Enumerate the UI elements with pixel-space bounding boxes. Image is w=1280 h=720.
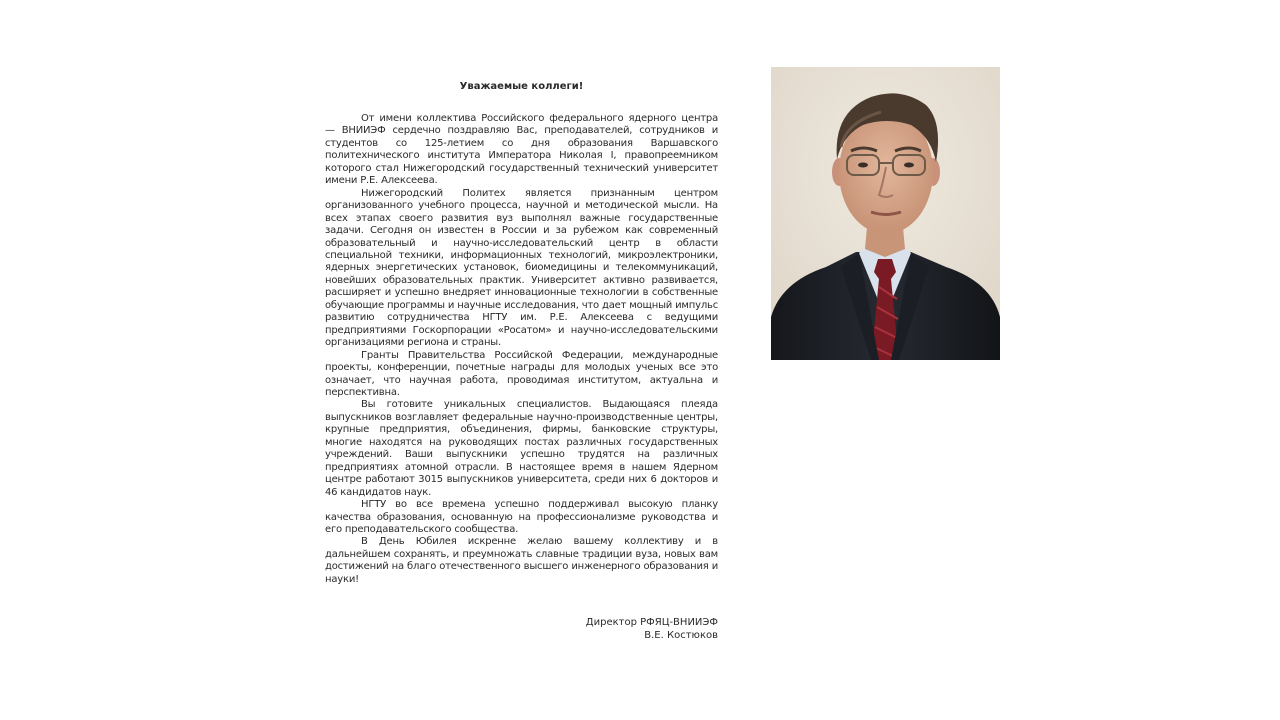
letter-paragraph: Вы готовите уникальных специалистов. Выдающаяся плеяда выпускников возглавляет федеральные научно-производственные центры, крупные предприятия, объединения, фирмы, банковские структуры, многие находятся на руководящих постах различных государственных учреждений. Ваши выпускники успешно трудятся на различных предприятиях атомной отрасли. В настоящее время в нашем Ядерном центре работают 3015 выпускников университета, среди них 6 докторов и 46 кандидатов наук. bbox=[325, 399, 718, 498]
letter-paragraph: Нижегородский Политех является признанным центром организованного учебного процесса, научной и методической мысли. На всех этапах своего развития вуз выполнял важные государственные задачи. Сегодня он известен в России и за рубежом как современный образовательный и научно-исследовательский центр в области специальной техники, информационных технологий, микроэлектроники, ядерных энергетических установок, биомедицины и телекоммуникаций, новейших образовательных практик. Университет активно развивается, расширяет и успешно внедряет инновационные технологии в собственные обучающие программы и научные исследования, что дает мощный импульс развитию сотрудничества НГТУ им. Р.Е. Алексеева с ведущими предприятиями Госкорпорации «Росатом» и научно-исследовательскими организациями региона и страны. bbox=[325, 187, 718, 349]
portrait-photo-icon bbox=[771, 67, 1000, 360]
portrait-photo bbox=[771, 67, 1000, 360]
letter-paragraph: Гранты Правительства Российской Федерации, международные проекты, конференции, почетные награды для молодых ученых все это означает, что научная работа, проводимая институтом, актуальна и перспективна. bbox=[325, 349, 718, 398]
signature-name: В.Е. Костюков bbox=[644, 630, 718, 642]
letter-greeting: Уважаемые коллеги! bbox=[459, 81, 584, 92]
signature bbox=[325, 616, 718, 642]
letter-body bbox=[325, 113, 718, 586]
letter-paragraph: НГТУ во все времена успешно поддерживал высокую планку качества образования, основанную на профессионализме руководства и его преподавательского сообщества. bbox=[325, 499, 718, 535]
letter-paragraph: От имени коллектива Российского федерального ядерного центра — ВНИИЭФ сердечно поздравляю Вас, преподавателей, сотрудников и студентов со 125-летием со дня образования Варшавского политехнического института Императора Николая I, правопреемником которого стал Нижегородский государственный технический университет имени Р.Е. Алексеева. bbox=[325, 113, 718, 187]
signature-position: Директор РФЯЦ-ВНИИЭФ bbox=[585, 617, 718, 629]
letter bbox=[325, 80, 718, 642]
letter-paragraph: В День Юбилея искренне желаю вашему коллективу и в дальнейшем сохранять, и преумножать славные традиции вуза, новых вам достижений на благо отечественного высшего инженерного образования и науки! bbox=[325, 536, 718, 585]
